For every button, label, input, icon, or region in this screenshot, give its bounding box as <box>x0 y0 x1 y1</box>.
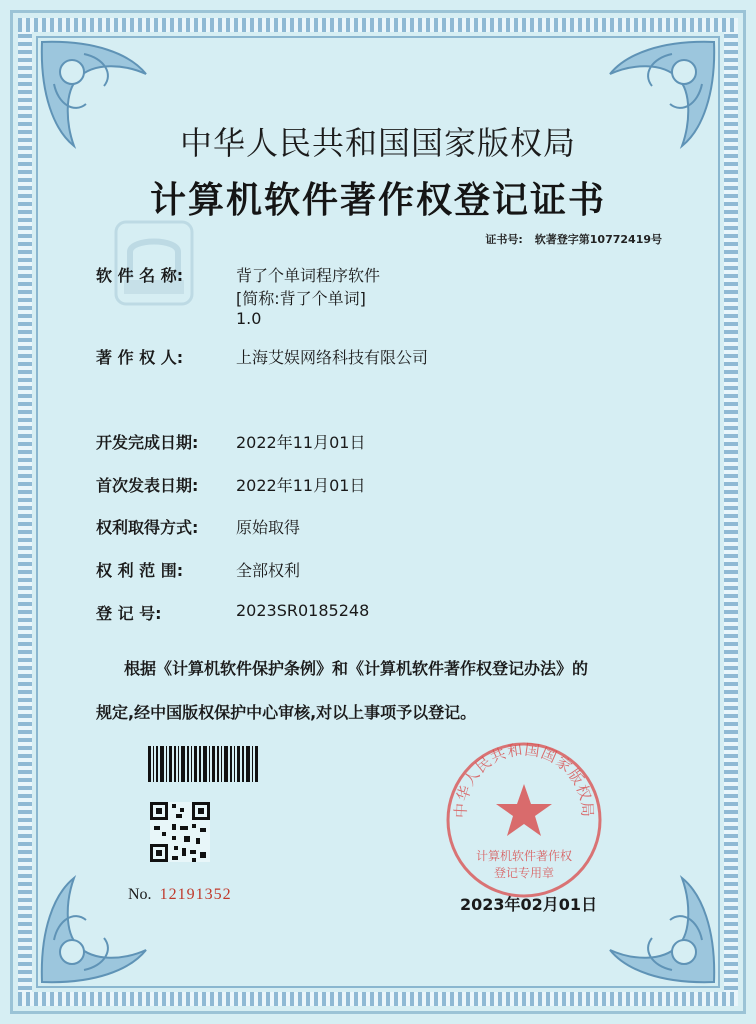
issue-date: 2023年02月01日 <box>460 895 598 914</box>
acquisition-method-label: 权利取得方式: <box>96 518 199 537</box>
certificate-number-value: 软著登字第10772419号 <box>534 233 662 246</box>
certificate-number <box>485 231 662 247</box>
statement-line-2: 规定,经中国版权保护中心审核,对以上事项予以登记。 <box>96 703 477 722</box>
software-version: 1.0 <box>236 309 262 328</box>
barcode-icon <box>148 746 260 782</box>
copyright-holder-label: 著 作 权 人: <box>96 348 184 367</box>
serial-number-label: No. <box>128 886 152 903</box>
svg-text:中华人民共和国国家版权局: 中华人民共和国国家版权局 <box>451 740 597 819</box>
serial-number-value: 12191352 <box>159 886 232 903</box>
dev-completion-date-value: 2022年11月01日 <box>236 433 366 452</box>
first-publish-date-label: 首次发表日期: <box>96 476 199 495</box>
svg-text:登记专用章: 登记专用章 <box>493 866 555 880</box>
qr-code-icon <box>150 802 210 862</box>
software-name-value: 背了个单词程序软件 <box>236 266 381 285</box>
software-short-name: [简称:背了个单词] <box>236 289 366 308</box>
copyright-holder-value: 上海艾娱网络科技有限公司 <box>236 348 429 367</box>
statement-line-1: 根据《计算机软件保护条例》和《计算机软件著作权登记办法》的 <box>124 659 589 678</box>
first-publish-date-value: 2022年11月01日 <box>236 476 366 495</box>
svg-text:计算机软件著作权: 计算机软件著作权 <box>475 849 573 863</box>
serial-number <box>128 886 232 904</box>
certificate-number-label: 证书号: <box>485 233 523 246</box>
dev-completion-date-label: 开发完成日期: <box>96 433 199 452</box>
issuing-authority: 中华人民共和国国家版权局 <box>179 124 576 162</box>
software-name-label: 软 件 名 称: <box>96 266 184 285</box>
acquisition-method-value: 原始取得 <box>236 518 301 537</box>
official-seal-stamp <box>444 740 604 900</box>
registration-no-label: 登 记 号: <box>96 604 162 623</box>
registration-no-value: 2023SR0185248 <box>236 601 370 620</box>
corner-ornament-bottom-right <box>602 870 722 990</box>
rights-scope-label: 权 利 范 围: <box>96 561 184 580</box>
certificate-title: 计算机软件著作权登记证书 <box>149 180 606 221</box>
rights-scope-value: 全部权利 <box>236 561 301 580</box>
